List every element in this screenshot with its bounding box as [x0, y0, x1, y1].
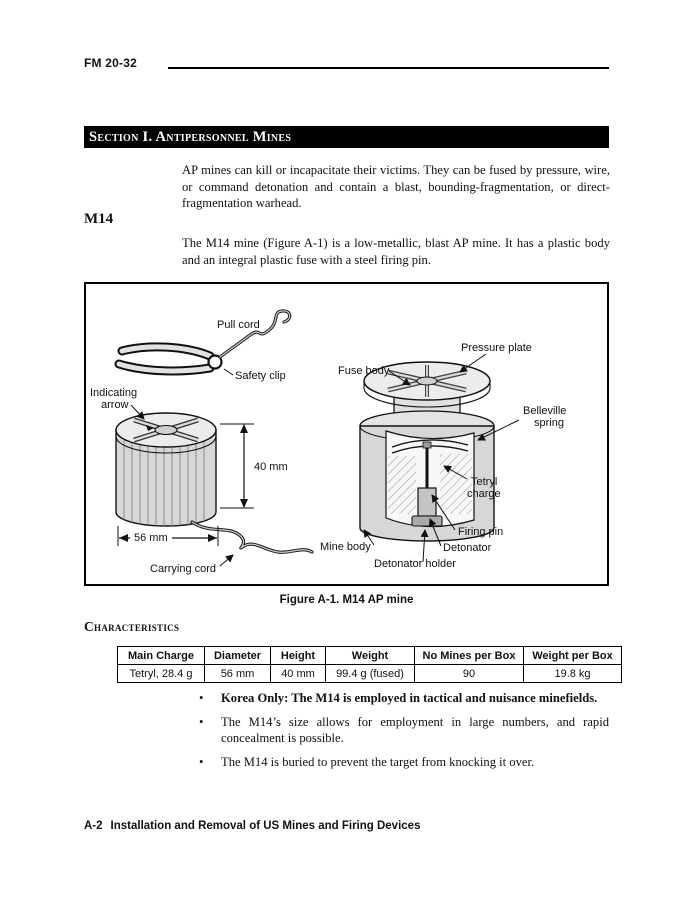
table-header-cell: Diameter	[205, 647, 271, 665]
firing-pin-drawing	[423, 442, 431, 448]
doc-number: FM 20-32	[84, 56, 137, 70]
table-header-cell: Main Charge	[118, 647, 205, 665]
characteristics-heading: Characteristics	[84, 619, 180, 634]
detonator-holder-drawing	[412, 516, 442, 526]
safety-clip-drawing	[119, 347, 222, 371]
table-cell: 90	[415, 665, 524, 683]
height-dimension-label: 40 mm	[254, 461, 288, 473]
bullet-item	[199, 690, 609, 707]
belleville-spring-label: Belleville	[523, 405, 567, 417]
section-intro-paragraph: AP mines can kill or incapacitate their victims. They can be fused by pressure, wire, or command detonation and contain a blast, bounding-fragmentation, or direct-fragmentation warhead.	[182, 163, 610, 211]
tetryl-charge-label-line2: charge	[467, 488, 501, 500]
table-cell: 40 mm	[271, 665, 326, 683]
bullet-text: Korea Only: The M14 is employed in tactical and nuisance minefields.	[221, 691, 598, 705]
fuse-body-label: Fuse body	[338, 365, 390, 377]
table-header-cell: No Mines per Box	[415, 647, 524, 665]
figure-a1-box	[84, 282, 609, 586]
detonator-drawing	[418, 488, 436, 516]
bullet-marker: •	[199, 714, 204, 729]
diameter-dimension-label: 56 mm	[134, 532, 168, 544]
table-header-cell: Weight	[326, 647, 415, 665]
pull-cord-label: Pull cord	[217, 319, 260, 331]
firing-pin-label: Firing pin	[458, 526, 504, 538]
tetryl-charge-label: Tetryl	[471, 476, 498, 488]
bullet-text: The M14 is buried to prevent the target from knocking it over.	[221, 754, 535, 769]
pressure-plate-label: Pressure plate	[461, 342, 532, 354]
mine-body-label: Mine body	[320, 541, 371, 553]
exploded-view	[90, 311, 312, 575]
table-header-cell: Height	[271, 647, 326, 665]
bullet-text: The M14’s size allows for employment in large numbers, and rapid concealment is possible.	[221, 714, 609, 746]
indicating-arrow-label: Indicating	[90, 387, 138, 399]
bullet-item	[199, 714, 609, 747]
page-footer	[84, 820, 420, 832]
indicating-arrow-label-line2: arrow	[101, 399, 129, 411]
section-title: Section I. Antipersonnel Mines	[89, 129, 292, 145]
detonator-holder-label: Detonator holder	[374, 558, 456, 570]
pull-cord-drawing	[220, 311, 290, 357]
detonator-label: Detonator	[443, 542, 492, 554]
belleville-spring-label-line2: spring	[534, 417, 564, 429]
bullet-item	[199, 754, 609, 771]
safety-clip-label: Safety clip	[235, 370, 286, 382]
section-header-bar	[84, 126, 609, 148]
table-row	[118, 665, 622, 683]
tetryl-charge-section	[388, 456, 416, 514]
footer-title: Installation and Removal of US Mines and Firing Devices	[110, 820, 421, 832]
bullet-list	[199, 690, 609, 777]
tetryl-charge-section-right	[440, 454, 472, 514]
m14-heading: M14	[84, 211, 114, 227]
header-rule	[168, 67, 609, 69]
table-cell: 99.4 g (fused)	[326, 665, 415, 683]
table-cell: 56 mm	[205, 665, 271, 683]
footer-page-number: A-2	[84, 820, 103, 832]
m14-paragraph: The M14 mine (Figure A-1) is a low-metallic, blast AP mine. It has a plastic body and an integral plastic fuse with a steel firing pin.	[182, 236, 610, 267]
table-cell: 19.8 kg	[524, 665, 622, 683]
dimension-40mm	[220, 424, 254, 508]
table-cell: Tetryl, 28.4 g	[118, 665, 205, 683]
bullet-marker: •	[199, 691, 204, 705]
m14-figure-illustration	[86, 284, 607, 584]
cutaway-view	[320, 342, 566, 570]
characteristics-table	[117, 646, 622, 683]
table-header-cell: Weight per Box	[524, 647, 622, 665]
figure-caption: Figure A-1. M14 AP mine	[279, 594, 414, 606]
bullet-marker: •	[199, 754, 204, 769]
table-header-row	[118, 647, 622, 665]
carrying-cord-label: Carrying cord	[150, 563, 217, 575]
